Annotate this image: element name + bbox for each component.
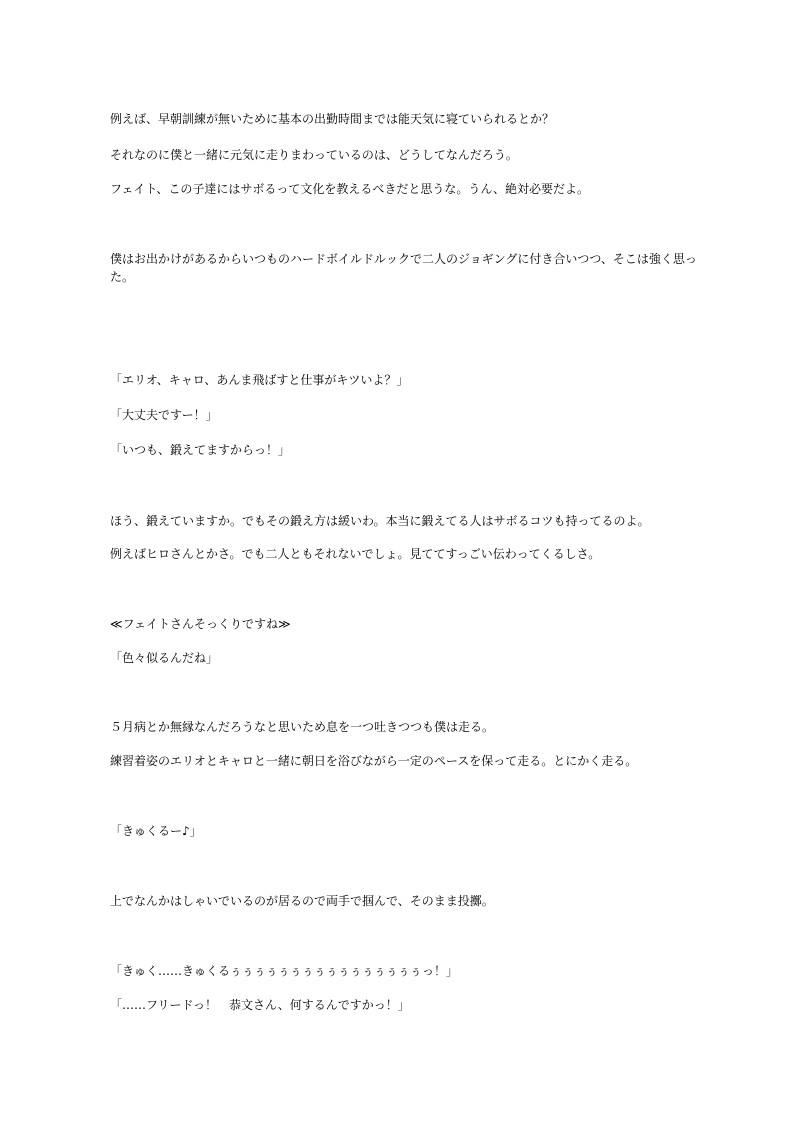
dialogue-line: 「いつも、鍛えてますからっ！」	[110, 443, 291, 457]
dialogue-line: 「きゅく……きゅくるぅぅぅぅぅぅぅぅぅぅぅぅぅぅぅぅっ！」	[110, 964, 459, 978]
dialogue-line: 「きゅくるー♪」	[110, 824, 202, 838]
dialogue-line: 「エリオ、キャロ、あんま飛ばすと仕事がキツいよ？」	[110, 373, 409, 387]
dialogue-line: ≪フェイトさんそっくりですね≫	[110, 617, 291, 631]
dialogue-line: 「……フリードっ！ 恭文さん、何するんですかっ！」	[110, 998, 410, 1012]
paragraph: フェイト、この子達にはサボるって文化を教えるべきだと思うな。うん、絶対必要だよ。	[110, 182, 590, 196]
dialogue-line: 「色々似るんだね」	[110, 651, 219, 665]
paragraph: ５月病とか無縁なんだろうなと思いため息を一つ吐きつつも僕は走る。	[110, 720, 495, 734]
paragraph: 例えばヒロさんとかさ。でも二人ともそれないでしょ。見ててすっごい伝わってくるしさ。	[110, 547, 601, 561]
paragraph: 上でなんかはしゃいでいるのが居るので両手で掴んで、そのまま投擲。	[110, 894, 494, 908]
paragraph: それなのに僕と一緒に元気に走りまわっているのは、どうしてなんだろう。	[110, 148, 518, 162]
paragraph: 例えば、早朝訓練が無いために基本の出勤時間までは能天気に寝ていられるとか？	[110, 112, 555, 126]
paragraph: ほう、鍛えていますか。でもその鍛え方は緩いわ。本当に鍛えてる人はサボるコツも持ってるのよ。	[110, 514, 650, 528]
paragraph: 練習着姿のエリオとキャロと一緒に朝日を浴びながら一定のペースを保って走る。とにかく走る。	[110, 754, 638, 768]
dialogue-line: 「大丈夫ですー！」	[110, 408, 218, 422]
paragraph: 僕はお出かけがあるからいつものハードボイルドルックで二人のジョギングに付き合いつつ、そこは強く思った。	[110, 252, 697, 284]
